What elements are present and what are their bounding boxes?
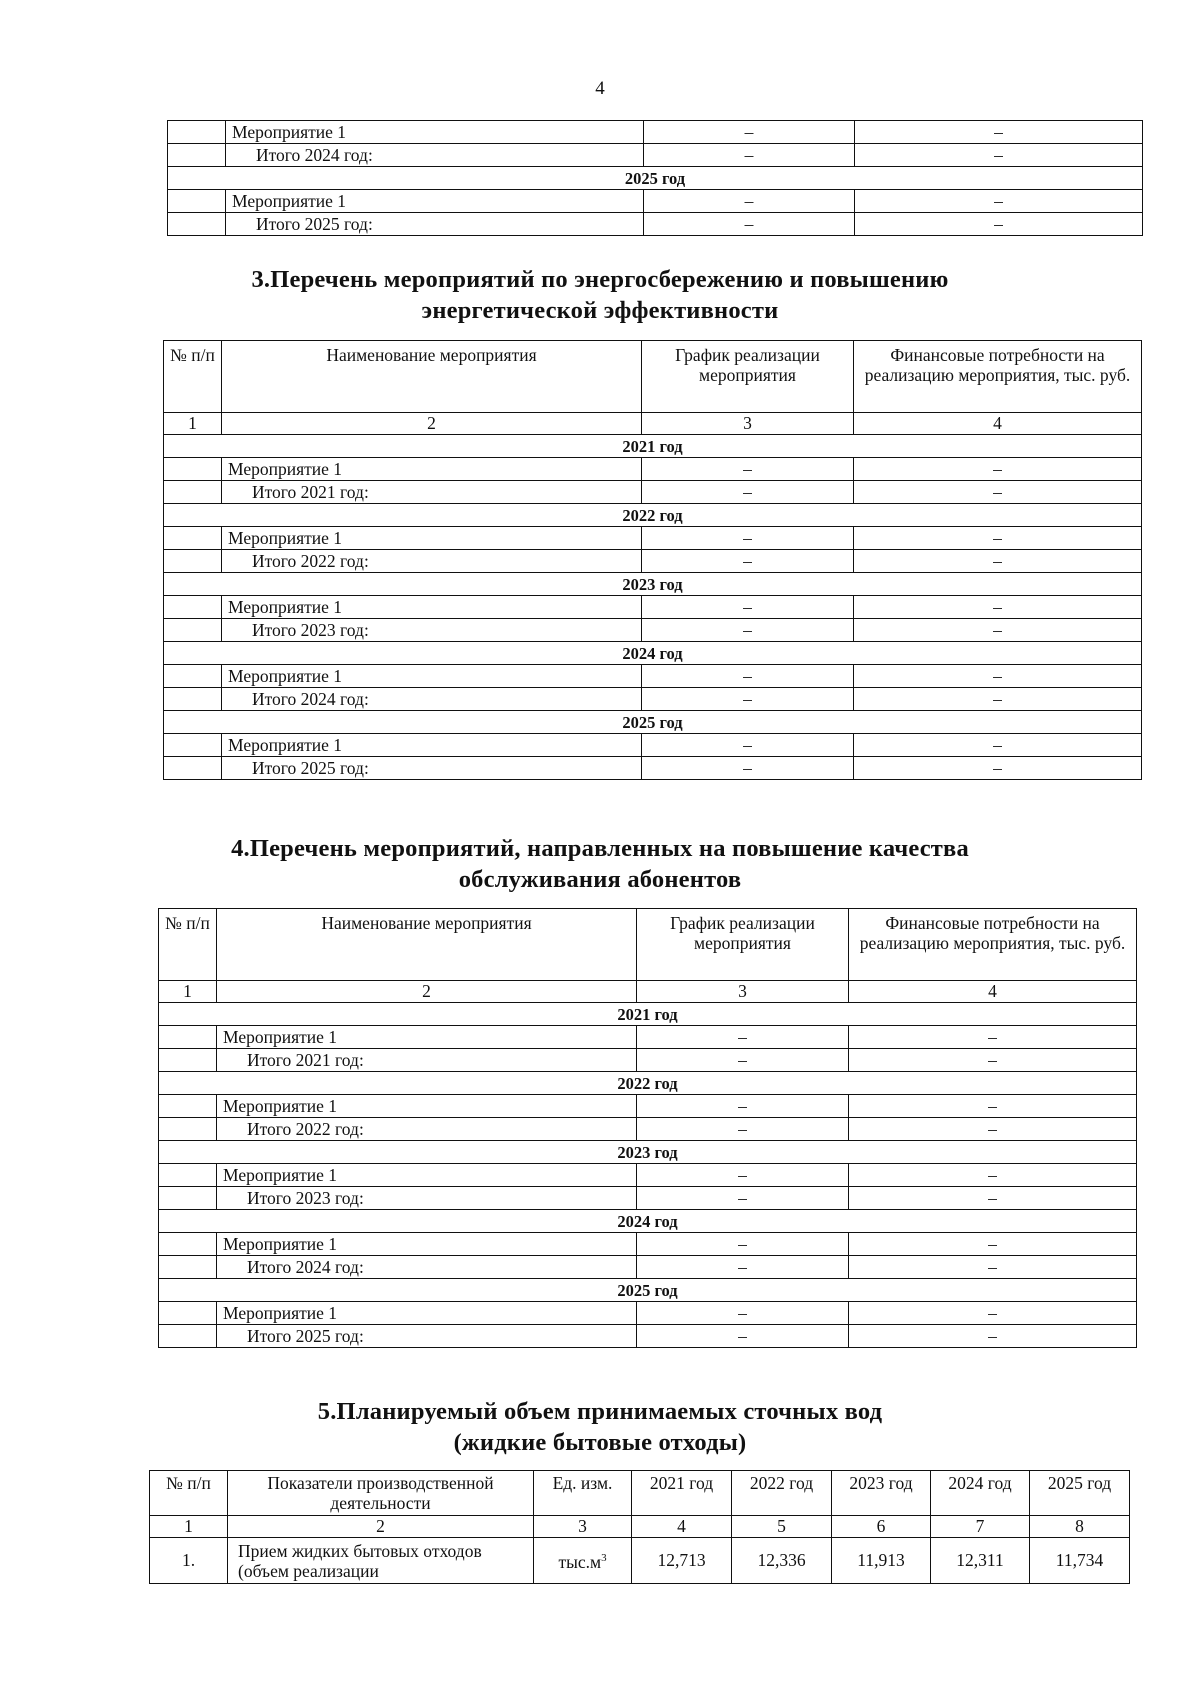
section5-title-line1: 5.Планируемый объем принимаемых сточных вод — [317, 1398, 883, 1425]
row-num — [164, 757, 222, 780]
finance-value: – — [849, 1049, 1137, 1072]
total-row — [164, 757, 1142, 780]
section5-title-line2: (жидкие бытовые отходы) — [453, 1429, 747, 1456]
total-label: Итого 2025 год: — [226, 213, 644, 236]
header-finance: Финансовые потребности на реализацию мероприятия, тыс. руб. — [854, 341, 1142, 413]
schedule-value: – — [644, 213, 855, 236]
row-num — [168, 213, 226, 236]
col-number: 2 — [222, 413, 642, 435]
schedule-value: – — [637, 1049, 849, 1072]
header-name: Наименование мероприятия — [217, 909, 637, 981]
section3-table-body — [164, 435, 1142, 780]
section5-table — [149, 1470, 1130, 1584]
col-number: 5 — [732, 1516, 832, 1538]
activity-row — [159, 1233, 1137, 1256]
finance-value: – — [854, 688, 1142, 711]
row-num — [168, 144, 226, 167]
total-label: Итого 2025 год: — [222, 757, 642, 780]
section3-table — [163, 340, 1142, 780]
year-row — [164, 711, 1142, 734]
value-2022: 12,336 — [732, 1538, 832, 1584]
col-number: 2 — [217, 981, 637, 1003]
header-year-2021: 2021 год — [632, 1471, 732, 1516]
col-number: 1 — [150, 1516, 228, 1538]
section4-table — [158, 908, 1137, 1348]
finance-value: – — [854, 665, 1142, 688]
finance-value: – — [854, 458, 1142, 481]
activity-row — [159, 1302, 1137, 1325]
activity-name: Мероприятие 1 — [217, 1302, 637, 1325]
finance-value: – — [854, 757, 1142, 780]
header-year-2024: 2024 год — [931, 1471, 1030, 1516]
year-heading: 2025 год — [159, 1279, 1137, 1302]
activity-row — [159, 1095, 1137, 1118]
col-number: 1 — [164, 413, 222, 435]
year-heading: 2025 год — [164, 711, 1142, 734]
col-number: 3 — [642, 413, 854, 435]
section5-title — [0, 1396, 1200, 1458]
total-row — [164, 688, 1142, 711]
year-heading: 2021 год — [159, 1003, 1137, 1026]
total-row — [159, 1118, 1137, 1141]
year-heading: 2023 год — [159, 1141, 1137, 1164]
row-num — [159, 1302, 217, 1325]
finance-value: – — [854, 734, 1142, 757]
year-heading: 2022 год — [159, 1072, 1137, 1095]
row-num — [164, 734, 222, 757]
total-label: Итого 2022 год: — [222, 550, 642, 573]
total-row — [159, 1187, 1137, 1210]
header-num: № п/п — [150, 1471, 228, 1516]
schedule-value: – — [637, 1187, 849, 1210]
activity-row — [159, 1026, 1137, 1049]
activity-row — [159, 1164, 1137, 1187]
total-row — [159, 1049, 1137, 1072]
year-heading: 2024 год — [159, 1210, 1137, 1233]
total-label: Итого 2024 год: — [222, 688, 642, 711]
row-num — [164, 458, 222, 481]
activity-name: Мероприятие 1 — [222, 665, 642, 688]
activity-name: Мероприятие 1 — [222, 596, 642, 619]
year-row — [159, 1141, 1137, 1164]
finance-value: – — [855, 213, 1143, 236]
col-number: 8 — [1030, 1516, 1130, 1538]
year-heading: 2023 год — [164, 573, 1142, 596]
activity-name: Мероприятие 1 — [217, 1233, 637, 1256]
total-label: Итого 2024 год: — [226, 144, 644, 167]
year-row — [164, 504, 1142, 527]
schedule-value: – — [642, 596, 854, 619]
section4-table-body — [159, 1003, 1137, 1348]
schedule-value: – — [637, 1095, 849, 1118]
section3-title-line1: 3.Перечень мероприятий по энергосбережению и повышению — [251, 266, 949, 293]
section3-title — [0, 264, 1200, 326]
total-row — [168, 144, 1143, 167]
col-number: 2 — [228, 1516, 534, 1538]
finance-value: – — [854, 596, 1142, 619]
total-row — [159, 1256, 1137, 1279]
activity-name: Мероприятие 1 — [217, 1164, 637, 1187]
row-num — [159, 1118, 217, 1141]
col-number: 4 — [849, 981, 1137, 1003]
row-num — [164, 665, 222, 688]
value-2021: 12,713 — [632, 1538, 732, 1584]
schedule-value: – — [642, 458, 854, 481]
header-year-2022: 2022 год — [732, 1471, 832, 1516]
year-row — [168, 167, 1143, 190]
total-row — [159, 1325, 1137, 1348]
row-num — [159, 1187, 217, 1210]
schedule-value: – — [637, 1302, 849, 1325]
year-row — [159, 1210, 1137, 1233]
header-num: № п/п — [164, 341, 222, 413]
header-name: Наименование мероприятия — [222, 341, 642, 413]
row-num — [159, 1256, 217, 1279]
activity-row — [168, 121, 1143, 144]
header-num: № п/п — [159, 909, 217, 981]
total-row — [164, 550, 1142, 573]
schedule-value: – — [637, 1233, 849, 1256]
schedule-value: – — [642, 665, 854, 688]
header-indicator: Показатели производственной деятельности — [228, 1471, 534, 1516]
section4-title — [0, 833, 1200, 895]
row-num — [168, 121, 226, 144]
row-num — [164, 481, 222, 504]
section4-title-line1: 4.Перечень мероприятий, направленных на повышение качества — [231, 835, 969, 862]
finance-value: – — [855, 144, 1143, 167]
col-number: 7 — [931, 1516, 1030, 1538]
total-label: Итого 2023 год: — [222, 619, 642, 642]
row-num — [159, 1325, 217, 1348]
finance-value: – — [854, 481, 1142, 504]
schedule-value: – — [642, 550, 854, 573]
total-label: Итого 2022 год: — [217, 1118, 637, 1141]
row-num — [164, 619, 222, 642]
value-2023: 11,913 — [832, 1538, 931, 1584]
activity-name: Мероприятие 1 — [217, 1095, 637, 1118]
value-2024: 12,311 — [931, 1538, 1030, 1584]
row-indicator: Прием жидких бытовых отходов (объем реализации — [228, 1538, 534, 1584]
schedule-value: – — [642, 619, 854, 642]
finance-value: – — [849, 1187, 1137, 1210]
total-row — [164, 619, 1142, 642]
col-number: 1 — [159, 981, 217, 1003]
row-num — [168, 190, 226, 213]
row-unit — [534, 1538, 632, 1584]
header-year-2023: 2023 год — [832, 1471, 931, 1516]
schedule-value: – — [644, 144, 855, 167]
finance-value: – — [849, 1095, 1137, 1118]
year-row — [159, 1003, 1137, 1026]
total-label: Итого 2024 год: — [217, 1256, 637, 1279]
activity-name: Мероприятие 1 — [222, 527, 642, 550]
schedule-value: – — [644, 190, 855, 213]
activity-name: Мероприятие 1 — [226, 121, 644, 144]
schedule-value: – — [637, 1026, 849, 1049]
year-row — [159, 1279, 1137, 1302]
activity-name: Мероприятие 1 — [222, 734, 642, 757]
finance-value: – — [854, 550, 1142, 573]
section3-title-line2: энергетической эффективности — [421, 297, 779, 324]
schedule-value: – — [637, 1325, 849, 1348]
schedule-value: – — [637, 1118, 849, 1141]
finance-value: – — [854, 527, 1142, 550]
unit-superscript: 3 — [601, 1552, 607, 1565]
schedule-value: – — [637, 1164, 849, 1187]
activity-row — [164, 458, 1142, 481]
year-heading: 2024 год — [164, 642, 1142, 665]
year-heading: 2021 год — [164, 435, 1142, 458]
year-row — [159, 1072, 1137, 1095]
finance-value: – — [849, 1325, 1137, 1348]
finance-value: – — [849, 1233, 1137, 1256]
table-row — [150, 1538, 1130, 1584]
row-num — [164, 527, 222, 550]
col-number: 6 — [832, 1516, 931, 1538]
year-heading: 2022 год — [164, 504, 1142, 527]
header-finance: Финансовые потребности на реализацию мероприятия, тыс. руб. — [849, 909, 1137, 981]
finance-value: – — [855, 121, 1143, 144]
total-label: Итого 2023 год: — [217, 1187, 637, 1210]
activity-row — [168, 190, 1143, 213]
activity-row — [164, 734, 1142, 757]
year-row — [164, 573, 1142, 596]
col-number: 4 — [854, 413, 1142, 435]
row-num — [159, 1233, 217, 1256]
value-2025: 11,734 — [1030, 1538, 1130, 1584]
total-label: Итого 2021 год: — [222, 481, 642, 504]
activity-name: Мероприятие 1 — [226, 190, 644, 213]
total-label: Итого 2021 год: — [217, 1049, 637, 1072]
finance-value: – — [849, 1026, 1137, 1049]
total-row — [164, 481, 1142, 504]
row-num — [159, 1049, 217, 1072]
unit-text: тыс.м — [558, 1551, 602, 1572]
finance-value: – — [849, 1164, 1137, 1187]
activity-row — [164, 527, 1142, 550]
section4-title-line2: обслуживания абонентов — [458, 866, 742, 893]
col-number: 3 — [534, 1516, 632, 1538]
total-label: Итого 2025 год: — [217, 1325, 637, 1348]
schedule-value: – — [642, 757, 854, 780]
row-num — [159, 1164, 217, 1187]
finance-value: – — [849, 1302, 1137, 1325]
schedule-value: – — [642, 481, 854, 504]
total-row — [168, 213, 1143, 236]
schedule-value: – — [642, 688, 854, 711]
activity-name: Мероприятие 1 — [222, 458, 642, 481]
finance-value: – — [855, 190, 1143, 213]
header-schedule: График реализации мероприятия — [637, 909, 849, 981]
col-number: 3 — [637, 981, 849, 1003]
row-num: 1. — [150, 1538, 228, 1584]
row-num — [164, 596, 222, 619]
year-row — [164, 642, 1142, 665]
finance-value: – — [849, 1256, 1137, 1279]
page-number: 4 — [595, 78, 605, 99]
year-heading: 2025 год — [168, 167, 1143, 190]
row-num — [159, 1026, 217, 1049]
continuation-table-body — [168, 121, 1143, 236]
schedule-value: – — [642, 527, 854, 550]
header-year-2025: 2025 год — [1030, 1471, 1130, 1516]
row-num — [159, 1095, 217, 1118]
row-num — [164, 688, 222, 711]
year-row — [164, 435, 1142, 458]
finance-value: – — [854, 619, 1142, 642]
activity-name: Мероприятие 1 — [217, 1026, 637, 1049]
finance-value: – — [849, 1118, 1137, 1141]
continuation-table — [167, 120, 1143, 236]
activity-row — [164, 665, 1142, 688]
row-num — [164, 550, 222, 573]
schedule-value: – — [637, 1256, 849, 1279]
header-unit: Ед. изм. — [534, 1471, 632, 1516]
schedule-value: – — [644, 121, 855, 144]
schedule-value: – — [642, 734, 854, 757]
col-number: 4 — [632, 1516, 732, 1538]
header-schedule: График реализации мероприятия — [642, 341, 854, 413]
activity-row — [164, 596, 1142, 619]
